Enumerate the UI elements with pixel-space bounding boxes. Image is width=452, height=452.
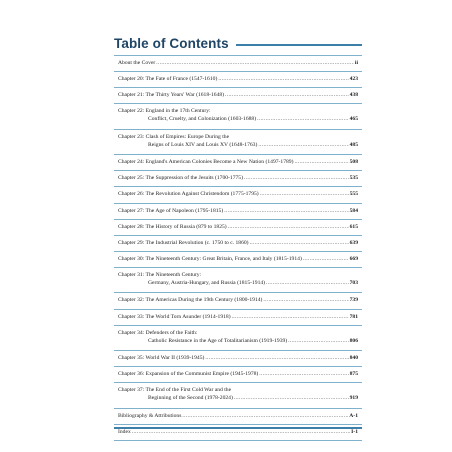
toc-page-number: 840 — [349, 355, 358, 362]
toc-entry-title: Chapter 30: The Nineteenth Century: Great Britain, France, and Italy (1815-1914) — [118, 255, 302, 262]
toc-page-number: 423 — [349, 76, 358, 83]
toc-entry-title: Chapter 36: Expansion of the Communist Empire (1945-1978) — [118, 371, 259, 378]
toc-entry-line — [118, 75, 358, 83]
toc-entry-line — [118, 428, 358, 436]
toc-page-number: 584 — [349, 207, 358, 214]
toc-entry-title: Chapter 34: Defenders of the Faith: — [118, 329, 198, 336]
toc-entry — [114, 204, 362, 220]
toc-dot-leader — [294, 158, 348, 166]
toc-page-number: 438 — [349, 92, 358, 99]
toc-dot-leader — [205, 354, 348, 362]
toc-entry — [114, 326, 362, 352]
toc-page-number: 485 — [349, 141, 358, 148]
toc-entry-line — [118, 329, 358, 337]
toc-entry-title: Chapter 26: The Revolution Against Christendom (1775-1795) — [118, 191, 259, 198]
toc-entry-title: Conflict, Cruelty, and Colonization (1603-1688) — [148, 116, 257, 123]
toc-entry-line — [118, 255, 358, 263]
toc-entry-line — [118, 91, 358, 99]
toc-dot-leader — [232, 313, 349, 321]
toc-entry-title: Chapter 35: World War II (1939-1945) — [118, 355, 205, 362]
toc-entry-title: Reigns of Louis XIV and Louis XV (1648-1763) — [148, 141, 258, 148]
toc-entry — [114, 310, 362, 326]
toc-entry-line — [118, 107, 358, 115]
toc-entry-title: Chapter 21: The Thirty Years' War (1618-1648) — [118, 92, 225, 99]
page-title: Table of Contents — [114, 36, 229, 51]
toc-page-number: 919 — [349, 395, 358, 402]
toc-entry — [114, 220, 362, 236]
toc-page-number: 806 — [349, 337, 358, 344]
toc-entry-title: About the Cover — [118, 60, 156, 66]
toc-dot-leader — [257, 115, 349, 123]
toc-dot-leader — [303, 255, 349, 263]
toc-entry-title: Chapter 24: England's American Colonies Become a New Nation (1497-1789) — [118, 159, 294, 166]
toc-page-number: 639 — [349, 239, 358, 246]
toc-entry-title: Chapter 23: Clash of Empires: Europe During the — [118, 133, 230, 140]
toc-dot-leader — [156, 59, 354, 67]
toc-entry-line — [118, 313, 358, 321]
toc-page-number: A-1 — [349, 412, 358, 419]
toc-entry — [114, 88, 362, 104]
toc-entry-line — [118, 174, 358, 182]
toc-entry-title: Catholic Resistance in the Age of Totalitarianism (1919-1939) — [148, 337, 288, 344]
toc-page-number: 875 — [349, 371, 358, 378]
toc-entry — [114, 187, 362, 203]
toc-dot-leader — [260, 190, 349, 198]
toc-entry — [114, 293, 362, 309]
toc-entry-title: Chapter 37: The End of the First Cold War and the — [118, 387, 232, 394]
toc-dot-leader — [228, 223, 349, 231]
toc-entry-title: Chapter 31: The Nineteenth Century: — [118, 271, 202, 278]
toc-dot-leader — [266, 279, 349, 287]
toc-entry-line — [118, 59, 358, 67]
toc-entry — [114, 56, 362, 72]
toc-entry-line — [118, 133, 358, 141]
toc-page-number: 739 — [349, 297, 358, 304]
toc-entry — [114, 155, 362, 171]
toc-entry — [114, 236, 362, 252]
toc-entry-line — [118, 394, 358, 402]
toc-page-number: 669 — [349, 255, 358, 262]
toc-entry — [114, 104, 362, 130]
toc-dot-leader — [250, 239, 349, 247]
toc-entry-title: Chapter 25: The Suppression of the Jesuits (1700-1775) — [118, 175, 243, 182]
toc-entry-line — [118, 158, 358, 166]
toc-entry-title: Beginning of the Second (1978-2024) — [148, 395, 233, 402]
toc-dot-leader — [244, 174, 349, 182]
toc-entry — [114, 72, 362, 88]
toc-page-number: 555 — [349, 191, 358, 198]
toc-entry-line — [118, 239, 358, 247]
toc-dot-leader — [288, 337, 348, 345]
toc-entry — [114, 367, 362, 383]
toc-entry-line — [118, 207, 358, 215]
toc-dot-leader — [263, 296, 348, 304]
toc-entry-title: Germany, Austria-Hungary, and Russia (1815-1914) — [148, 279, 266, 286]
toc-entry-line — [118, 354, 358, 362]
toc-entry-line — [118, 279, 358, 287]
toc-page-number: 465 — [349, 116, 358, 123]
toc-dot-leader — [234, 394, 349, 402]
toc-page-number: I-1 — [351, 428, 358, 435]
toc-dot-leader — [259, 370, 348, 378]
toc-page-number: 703 — [349, 279, 358, 286]
toc-dot-leader — [182, 412, 348, 420]
toc-dot-leader — [224, 207, 348, 215]
toc-entry-title: Bibliography & Attributions — [118, 412, 182, 419]
toc-entry-title: Chapter 33: The World Torn Asunder (1914-1918) — [118, 313, 231, 320]
toc-entry — [114, 130, 362, 156]
toc-entry-title: Index — [118, 428, 131, 435]
toc-dot-leader — [218, 75, 348, 83]
bottom-rule — [114, 427, 362, 429]
toc-entry-title: Chapter 20: The Fate of France (1547-1610) — [118, 76, 218, 83]
toc-entry-title: Chapter 32: The Americas During the 19th Century (1800-1914) — [118, 297, 263, 304]
toc-entry-title: Chapter 29: The Industrial Revolution (c. 1750 to c. 1860) — [118, 239, 249, 246]
toc-entry-title: Chapter 28: The History of Russia (879 to 1825) — [118, 223, 227, 230]
toc-entry-line — [118, 223, 358, 231]
toc-entry-title: Chapter 22: England in the 17th Century: — [118, 108, 211, 115]
toc-entry-line — [118, 337, 358, 345]
toc-page-number: 615 — [349, 223, 358, 230]
toc-entry-title: Chapter 27: The Age of Napoleon (1795-1815) — [118, 207, 224, 214]
toc-entry-line — [118, 412, 358, 420]
toc-dot-leader — [132, 428, 350, 436]
toc-dot-leader — [258, 141, 348, 149]
toc-entry — [114, 409, 362, 425]
toc-list — [114, 55, 362, 441]
title-rule — [236, 44, 362, 46]
toc-entry — [114, 171, 362, 187]
toc-page-number: 508 — [349, 159, 358, 166]
toc-entry-line — [118, 296, 358, 304]
toc-page-number: 535 — [349, 175, 358, 182]
title-row — [114, 36, 362, 51]
toc-dot-leader — [225, 91, 349, 99]
toc-entry — [114, 351, 362, 367]
toc-entry — [114, 383, 362, 409]
toc-entry — [114, 268, 362, 294]
toc-entry-line — [118, 115, 358, 123]
toc-entry-line — [118, 271, 358, 279]
toc-entry-line — [118, 190, 358, 198]
toc-entry — [114, 252, 362, 268]
toc-page-number: 781 — [349, 313, 358, 320]
toc-entry-line — [118, 370, 358, 378]
toc-entry-line — [118, 141, 358, 149]
toc-page-number: ii — [354, 60, 358, 66]
toc-entry-line — [118, 386, 358, 394]
